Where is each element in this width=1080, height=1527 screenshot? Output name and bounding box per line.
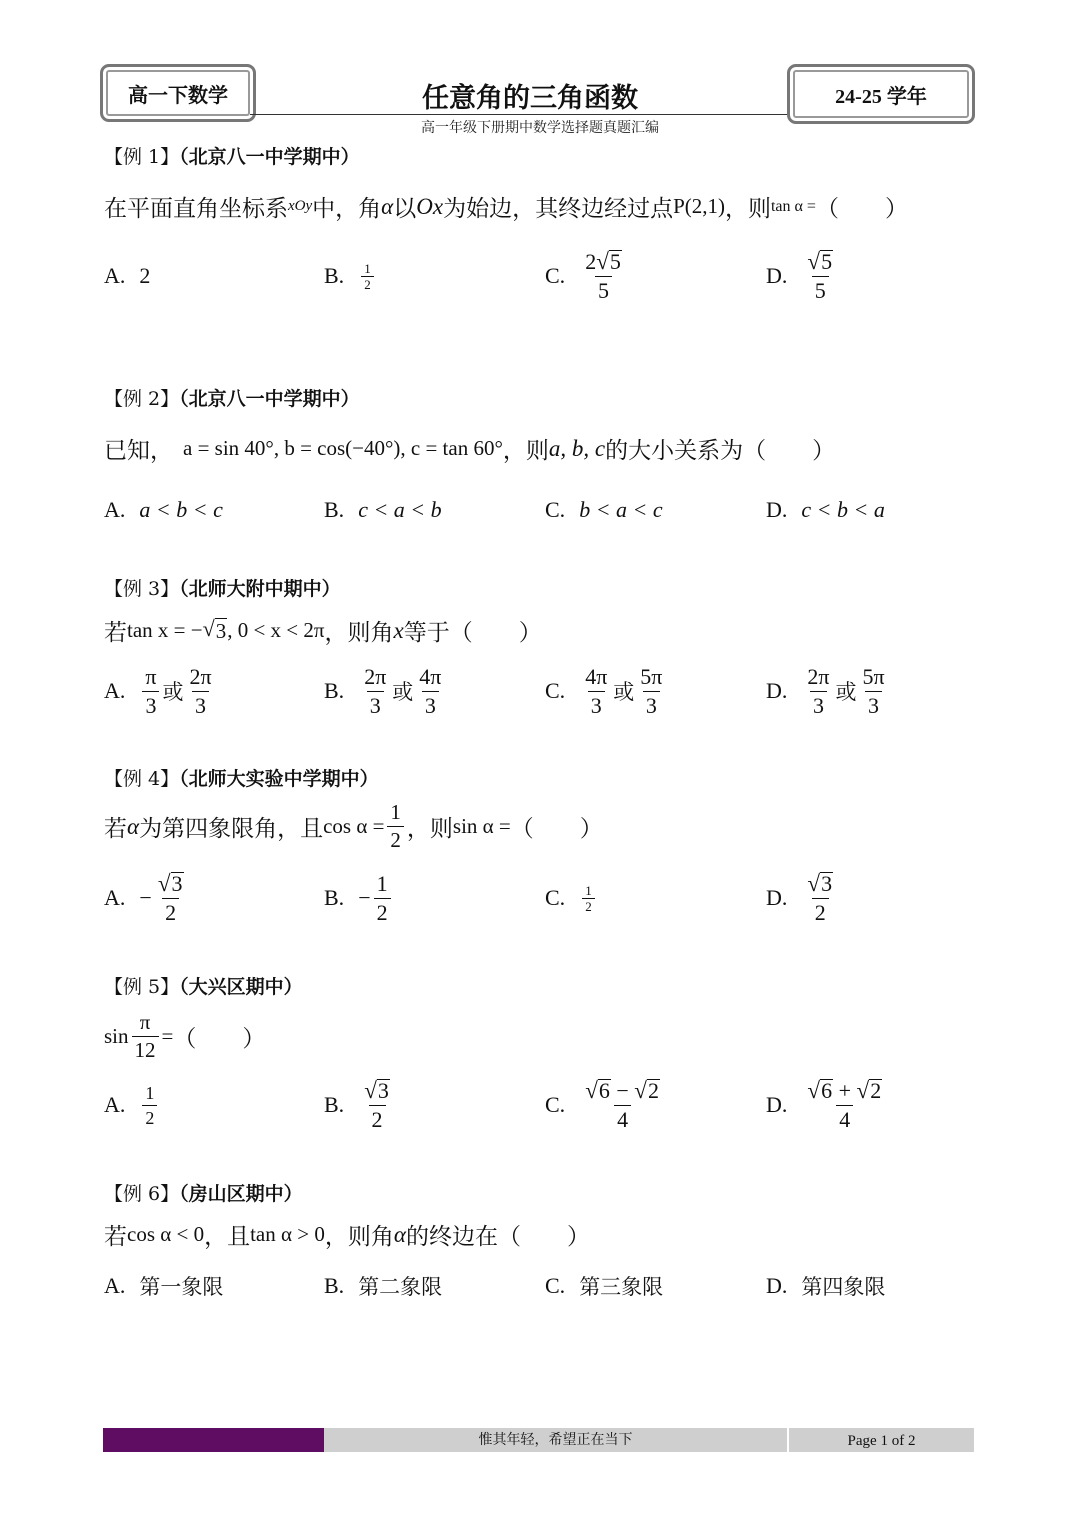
stem-text: 为始边，其终边经过点 — [443, 196, 674, 222]
denominator: 2 — [387, 826, 404, 851]
question-3-header — [104, 574, 341, 601]
stem-text: 在平面直角坐标系 — [104, 196, 288, 222]
fraction — [582, 884, 595, 913]
numerator — [804, 247, 836, 276]
page-subtitle: 高一年级下册期中数学选择题真题汇编 — [421, 120, 659, 136]
stem-math: Ox — [416, 193, 444, 219]
numerator: 1 — [390, 800, 401, 824]
stem-math: cos α = — [323, 814, 385, 838]
radical: 5 — [609, 248, 621, 274]
option-value: 第四象限 — [801, 1275, 886, 1299]
option-label: B. — [324, 497, 345, 522]
option-label: A. — [104, 497, 126, 522]
numerator: √ 6 + √ 2 — [807, 1076, 882, 1103]
stem-text: 若 — [104, 620, 127, 646]
option-value: c < a < b — [358, 497, 442, 522]
denominator: 3 — [192, 691, 209, 717]
option-label: B. — [324, 1092, 345, 1117]
option-a[interactable] — [104, 246, 150, 306]
radical: √ — [634, 1076, 647, 1103]
option-label: C. — [545, 1273, 566, 1298]
fraction — [361, 262, 374, 291]
option-b[interactable] — [324, 1075, 396, 1135]
fraction — [582, 247, 625, 304]
option-c[interactable] — [545, 1075, 666, 1135]
option-label: A. — [104, 1273, 126, 1298]
question-6-tag: 【例 6】 — [104, 1183, 180, 1205]
option-a[interactable] — [104, 1075, 160, 1135]
stem-math: xOy — [288, 198, 313, 214]
option-label: B. — [324, 263, 345, 288]
radical — [807, 247, 833, 274]
fraction — [361, 663, 389, 718]
denominator: 5 — [595, 276, 612, 302]
stem-text: （ ） — [815, 196, 908, 222]
page-title: 任意角的三角函数 — [422, 83, 638, 114]
option-label: A. — [104, 263, 126, 288]
fraction — [804, 247, 836, 304]
question-1-stem — [104, 190, 908, 223]
numerator: 2π — [189, 663, 212, 689]
denominator: 2 — [369, 1105, 386, 1131]
radical — [807, 1076, 833, 1103]
stem-text: ，则角 — [324, 620, 394, 646]
radical: √ — [202, 615, 215, 641]
footer-accent-block — [103, 1428, 324, 1452]
stem-text: ，则 — [502, 438, 549, 464]
stem-math: , 0 < x < 2π — [227, 618, 325, 642]
numerator — [804, 869, 836, 898]
question-6-stem — [104, 1218, 590, 1251]
option-label: A. — [104, 885, 126, 910]
fraction — [804, 869, 836, 926]
numerator: 5π — [640, 663, 663, 689]
option-label: B. — [324, 885, 345, 910]
denominator: 2 — [582, 898, 595, 913]
radical — [585, 1076, 611, 1103]
radical: √ — [585, 1076, 598, 1103]
question-4-stem — [104, 802, 603, 851]
question-2-tag: 【例 2】 — [104, 388, 180, 410]
fraction — [582, 1076, 663, 1133]
question-5-tag: 【例 5】 — [104, 976, 180, 998]
option-label: D. — [766, 497, 788, 522]
question-4-options — [104, 868, 984, 928]
fraction — [804, 663, 832, 718]
denominator: 12 — [132, 1036, 159, 1061]
stem-text: （ ） — [173, 1026, 266, 1052]
option-c[interactable] — [545, 661, 668, 721]
radical: √ — [856, 1076, 870, 1103]
stem-math: x — [393, 617, 404, 643]
option-c[interactable] — [545, 246, 628, 306]
fraction — [187, 663, 215, 718]
question-3-stem — [104, 614, 542, 647]
option-d[interactable] — [766, 868, 839, 928]
year-badge: 24-25 学年 — [787, 64, 975, 124]
option-b[interactable] — [324, 868, 394, 928]
radical — [364, 1076, 390, 1103]
radical: 2 — [647, 1077, 659, 1103]
radical: √ — [807, 247, 821, 274]
fraction — [374, 870, 391, 925]
or-text: 或 — [835, 680, 857, 704]
stem-text: ，则 — [406, 816, 453, 842]
question-1-tag: 【例 1】 — [104, 146, 180, 168]
radical: 3 — [215, 618, 227, 643]
option-label: D. — [766, 1092, 788, 1117]
question-4-tag: 【例 4】 — [104, 768, 180, 790]
stem-math: α — [381, 193, 394, 219]
question-2-source: （北京八一中学期中） — [179, 388, 360, 410]
footer-bar — [103, 1428, 974, 1452]
stem-text: 中，角 — [312, 196, 382, 222]
radical: √ — [364, 1076, 377, 1103]
option-label: B. — [324, 678, 345, 703]
radical: √ — [807, 869, 821, 896]
option-a[interactable] — [104, 480, 223, 540]
option-b[interactable] — [324, 246, 377, 306]
denominator: 3 — [588, 691, 605, 717]
radical: 6 — [598, 1077, 610, 1103]
radical: 3 — [377, 1077, 389, 1103]
stem-text: ，且 — [204, 1224, 251, 1250]
denominator: 3 — [142, 691, 159, 717]
stem-math — [202, 615, 228, 644]
radical: √ — [807, 1076, 821, 1103]
option-d[interactable] — [766, 246, 839, 306]
question-1-header — [104, 142, 360, 169]
option-label: D. — [766, 678, 788, 703]
denominator: 2 — [374, 898, 391, 924]
question-2-stem — [104, 432, 835, 465]
option-c[interactable] — [545, 480, 663, 540]
stem-text: 已知， — [104, 438, 173, 464]
numerator: 2 √ 5 — [585, 247, 621, 274]
or-text: 或 — [162, 680, 184, 704]
question-4-source: （北师大实验中学期中） — [179, 768, 379, 790]
stem-math: sin — [104, 1024, 129, 1048]
question-3-source: （北师大附中期中） — [179, 578, 341, 600]
option-value: c < b < a — [801, 497, 885, 522]
fraction — [361, 1076, 393, 1133]
question-3-tag: 【例 3】 — [104, 578, 180, 600]
question-5-options — [104, 1075, 984, 1135]
fraction — [582, 663, 610, 718]
or-text: 或 — [392, 680, 414, 704]
fraction — [155, 869, 187, 926]
fraction — [132, 1012, 159, 1061]
stem-text: （ ） — [510, 816, 603, 842]
numerator: 1 — [376, 870, 388, 896]
numerator: 4π — [585, 663, 608, 689]
option-label: C. — [545, 678, 566, 703]
option-a[interactable] — [104, 1256, 223, 1316]
stem-math: P(2,1) — [673, 194, 725, 218]
option-label: A. — [104, 1092, 126, 1117]
stem-math: tan x = − — [127, 618, 203, 642]
fraction — [387, 802, 404, 851]
stem-math: sin α = — [452, 814, 511, 838]
denominator: 3 — [865, 691, 882, 717]
numerator — [155, 869, 187, 898]
numerator — [361, 1076, 393, 1105]
numerator: 4π — [419, 663, 442, 689]
denominator: 4 — [836, 1105, 853, 1131]
stem-text: 的终边在（ ） — [405, 1224, 590, 1250]
numerator: 1 — [585, 882, 592, 898]
question-2-header — [104, 384, 360, 411]
question-1-source: （北京八一中学期中） — [179, 146, 360, 168]
or-text: 或 — [613, 680, 635, 704]
stem-text: 为第四象限角，且 — [139, 816, 324, 842]
option-d[interactable] — [766, 1256, 885, 1316]
radical: √ — [157, 869, 171, 896]
option-d[interactable] — [766, 1075, 888, 1135]
option-value: 2 — [139, 263, 151, 288]
denominator: 3 — [643, 691, 660, 717]
option-value: 第三象限 — [579, 1275, 664, 1299]
radical: 2 — [870, 1077, 882, 1103]
option-label: B. — [324, 1273, 345, 1298]
stem-math: a, b, c — [548, 435, 606, 461]
question-6-source: （房山区期中） — [179, 1183, 303, 1205]
subject-badge: 高一下数学 — [100, 64, 256, 122]
option-d[interactable] — [766, 661, 891, 721]
stem-text: 若 — [104, 1224, 127, 1250]
question-5-stem — [104, 1012, 265, 1061]
fraction — [142, 1084, 157, 1127]
stem-text: 的大小关系为（ ） — [605, 438, 836, 464]
stem-text: 若 — [104, 816, 127, 842]
fraction — [637, 663, 665, 718]
denominator: 2 — [812, 898, 829, 924]
radical: 3 — [821, 870, 833, 896]
option-c[interactable] — [545, 868, 598, 928]
radical: √ — [596, 247, 609, 274]
footer-motto: 惟其年轻，希望正在当下 — [478, 1432, 633, 1448]
numerator: π — [139, 1010, 151, 1034]
stem-math: = — [161, 1024, 174, 1048]
option-value: a < b < c — [139, 497, 223, 522]
option-label: C. — [545, 885, 566, 910]
numerator: π — [145, 663, 157, 689]
option-b[interactable] — [324, 480, 442, 540]
question-4-header — [104, 764, 379, 791]
radical — [157, 869, 184, 896]
page-number: Page 1 of 2 — [847, 1433, 916, 1449]
radical: 3 — [171, 870, 183, 896]
denominator: 3 — [422, 691, 439, 717]
numerator: 1 — [364, 260, 371, 276]
stem-text: 等于（ ） — [403, 620, 542, 646]
radical — [634, 1076, 660, 1103]
question-5-source: （大兴区期中） — [179, 976, 303, 998]
option-b[interactable] — [324, 1256, 442, 1316]
radical — [856, 1076, 883, 1103]
stem-math: a = sin 40°, b = cos(−40°), c = tan 60° — [183, 436, 503, 460]
stem-math: tan α = — [770, 197, 816, 215]
option-label: D. — [766, 1273, 788, 1298]
question-1-options — [104, 246, 984, 306]
numerator: 5π — [862, 663, 885, 689]
radical — [596, 247, 622, 274]
fraction — [142, 663, 159, 718]
radical: 5 — [821, 248, 833, 274]
minus-sign: − — [358, 885, 371, 910]
option-a[interactable] — [104, 868, 190, 928]
option-label: C. — [545, 263, 566, 288]
question-6-header — [104, 1179, 303, 1206]
denominator: 2 — [361, 276, 374, 291]
stem-text: ，则 — [724, 196, 771, 222]
question-6-options — [104, 1256, 984, 1316]
denominator: 2 — [162, 898, 179, 924]
stem-math: tan α > 0 — [250, 1222, 325, 1246]
question-3-options — [104, 661, 984, 721]
minus-sign: − — [139, 885, 152, 910]
denominator: 2 — [142, 1105, 157, 1127]
fraction — [416, 663, 444, 718]
numerator: 2π — [807, 663, 830, 689]
option-label: D. — [766, 885, 788, 910]
numerator: 2π — [364, 663, 387, 689]
stem-math: cos α < 0 — [127, 1222, 205, 1246]
title-underline — [250, 114, 787, 115]
numerator: 1 — [145, 1082, 155, 1103]
option-c[interactable] — [545, 1256, 663, 1316]
denominator: 5 — [812, 276, 829, 302]
fraction — [860, 663, 888, 718]
option-value: 第一象限 — [139, 1275, 224, 1299]
stem-math: α — [393, 1221, 406, 1247]
stem-math: α — [127, 813, 140, 839]
numerator: √ 6 − √ 2 — [585, 1076, 659, 1103]
option-d[interactable] — [766, 480, 885, 540]
question-2-options — [104, 480, 984, 540]
option-value: b < a < c — [579, 497, 663, 522]
radical — [807, 869, 833, 896]
option-label: D. — [766, 263, 788, 288]
denominator: 4 — [614, 1105, 631, 1131]
option-b[interactable] — [324, 661, 447, 721]
fraction — [804, 1076, 885, 1133]
denominator: 3 — [367, 691, 384, 717]
option-label: C. — [545, 1092, 566, 1117]
denominator: 3 — [810, 691, 827, 717]
stem-text: 以 — [393, 196, 417, 222]
option-label: C. — [545, 497, 566, 522]
option-label: A. — [104, 678, 126, 703]
question-5-header — [104, 972, 303, 999]
radical: 6 — [821, 1077, 833, 1103]
stem-text: ，则角 — [324, 1224, 394, 1250]
option-a[interactable] — [104, 661, 218, 721]
option-value: 第二象限 — [358, 1275, 443, 1299]
